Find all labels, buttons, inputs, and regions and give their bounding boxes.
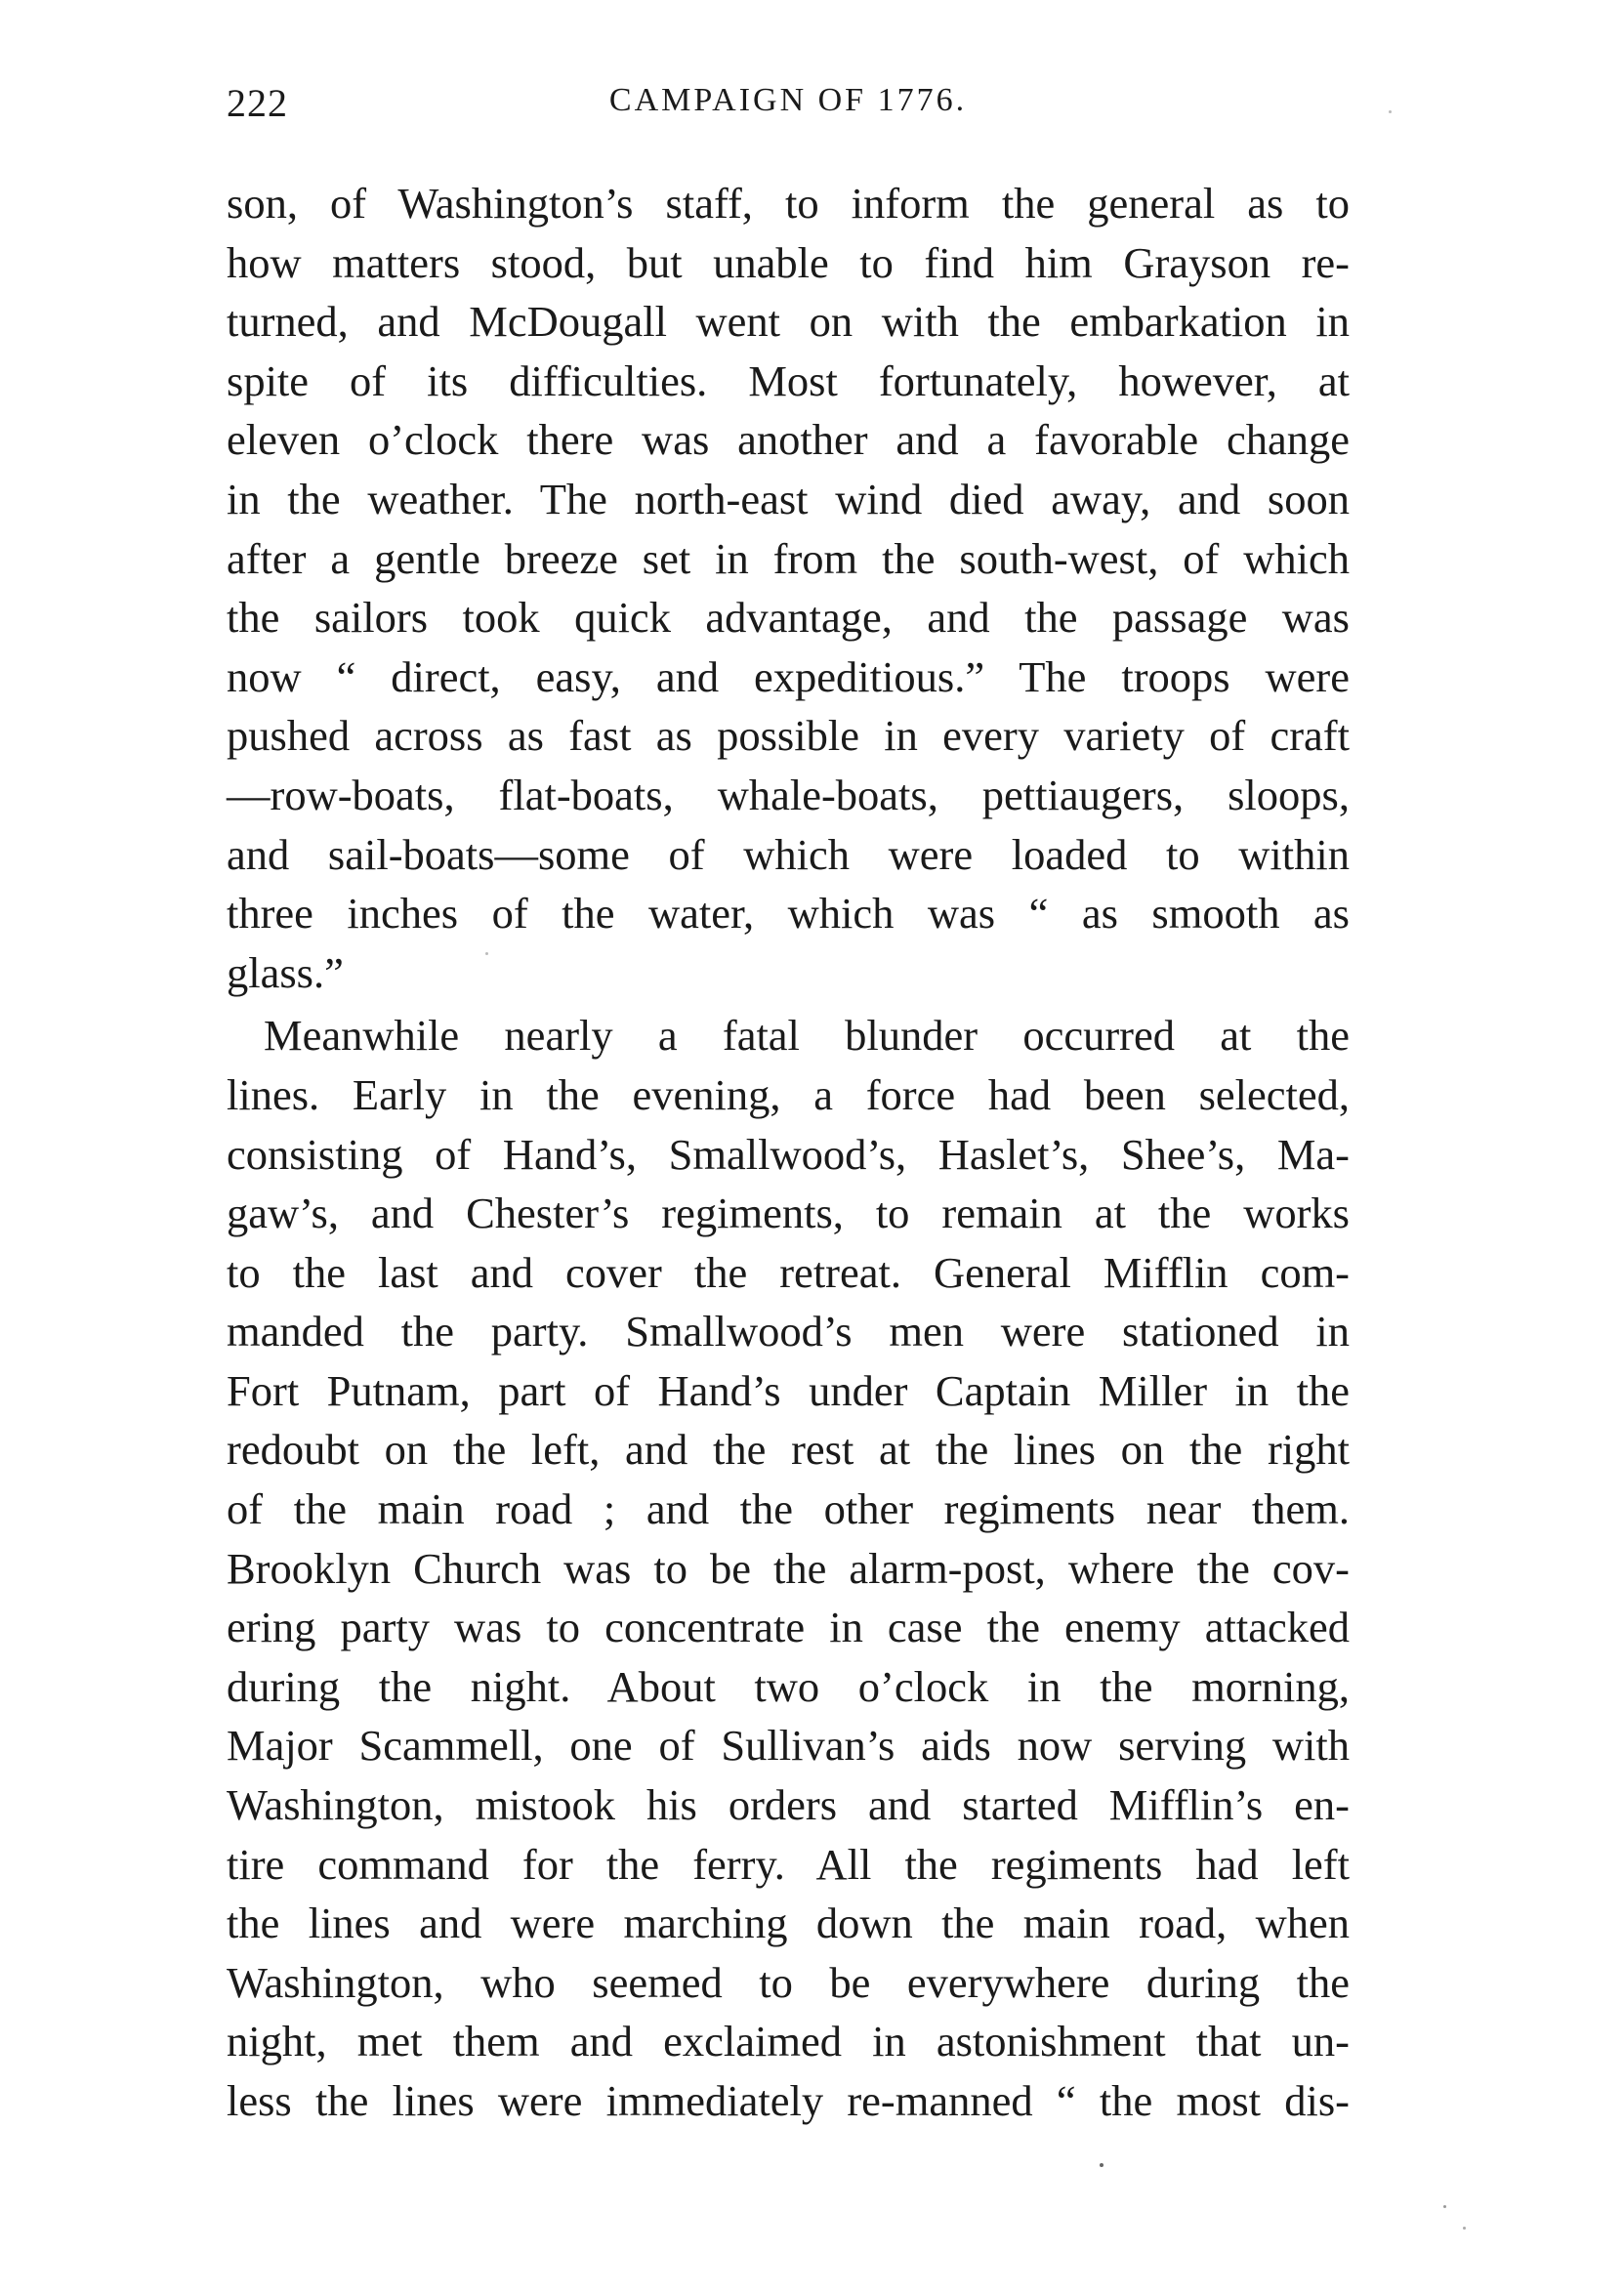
paragraph-1: [227, 174, 1350, 1002]
page-number: 222: [227, 81, 288, 125]
text-line: how matters stood, but unable to find him Grayson re-: [227, 237, 1350, 287]
text-line: now “ direct, easy, and expeditious.” The troops were: [227, 651, 1350, 701]
print-speck: [1389, 110, 1392, 113]
text-line: son, of Washington’s staff, to inform the general as to: [227, 179, 1350, 228]
text-line: Meanwhile nearly a fatal blunder occurred at the: [264, 1011, 1350, 1061]
text-line: Washington, who seemed to be everywhere during the: [227, 1957, 1350, 2007]
text-line: spite of its difficulties. Most fortunately, however, at: [227, 355, 1350, 405]
print-speck: [1463, 2227, 1466, 2230]
text-line: night, met them and exclaimed in astonishment that un-: [227, 2017, 1350, 2066]
text-line: of the main road ; and the other regiments near them.: [227, 1484, 1350, 1534]
running-head: [227, 80, 1350, 139]
text-body: [227, 174, 1350, 2131]
text-line: after a gentle breeze set in from the south-west, of which: [227, 533, 1350, 583]
text-line: turned, and McDougall went on with the embarkation in: [227, 297, 1350, 347]
text-line: the sailors took quick advantage, and the passage was: [227, 593, 1350, 643]
text-line: the lines and were marching down the main road, when: [227, 1899, 1350, 1948]
text-line: three inches of the water, which was “ as smooth as: [227, 889, 1350, 939]
text-line: —row-boats, flat-boats, whale-boats, pettiaugers, sloops,: [227, 770, 1350, 819]
text-line: gaw’s, and Chester’s regiments, to remain at the works: [227, 1189, 1350, 1238]
text-line: to the last and cover the retreat. General Mifflin com-: [227, 1247, 1350, 1297]
text-line: consisting of Hand’s, Smallwood’s, Haslet’s, Shee’s, Ma-: [227, 1129, 1350, 1179]
print-speck: [485, 952, 488, 955]
print-speck: [1443, 2205, 1446, 2208]
text-line: less the lines were immediately re-manned “ the most dis-: [227, 2076, 1350, 2125]
text-line: lines. Early in the evening, a force had been selected,: [227, 1069, 1350, 1119]
text-line: tire command for the ferry. All the regiments had left: [227, 1839, 1350, 1889]
paragraph-2: [227, 1006, 1350, 2130]
text-line: Brooklyn Church was to be the alarm-post, where the cov-: [227, 1543, 1350, 1593]
text-line: and sail-boats—some of which were loaded to within: [227, 829, 1350, 879]
text-line: during the night. About two o’clock in the morning,: [227, 1661, 1350, 1711]
text-line: Major Scammell, one of Sullivan’s aids now serving with: [227, 1721, 1350, 1771]
text-line: manded the party. Smallwood’s men were stationed in: [227, 1307, 1350, 1356]
text-line: redoubt on the left, and the rest at the lines on the right: [227, 1425, 1350, 1475]
text-line: Fort Putnam, part of Hand’s under Captain Miller in the: [227, 1365, 1350, 1415]
text-line: ering party was to concentrate in case the enemy attacked: [227, 1603, 1350, 1652]
text-line: Washington, mistook his orders and started Mifflin’s en-: [227, 1780, 1350, 1830]
text-line: in the weather. The north-east wind died away, and soon: [227, 474, 1350, 523]
text-line: glass.”: [227, 947, 344, 997]
print-speck: [1100, 2163, 1103, 2167]
text-line: eleven o’clock there was another and a favorable change: [227, 415, 1350, 465]
text-line: pushed across as fast as possible in every variety of craft: [227, 711, 1350, 761]
running-title: CAMPAIGN OF 1776.: [608, 82, 968, 118]
